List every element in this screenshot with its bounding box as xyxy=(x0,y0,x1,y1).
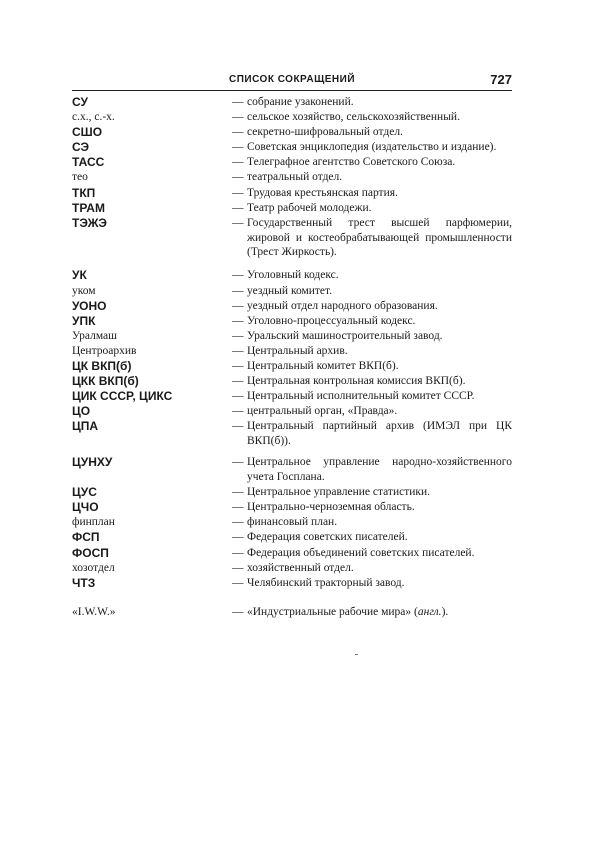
dash-separator: — xyxy=(232,156,244,169)
abbreviation-definition: Театр рабочей молодежи. xyxy=(247,201,372,214)
abbreviation-entry xyxy=(72,170,512,185)
dash-separator: — xyxy=(232,501,244,514)
abbreviation-definition: сельское хозяйство, сельскохозяйственный. xyxy=(247,111,460,124)
section-title: СПИСОК СОКРАЩЕНИЙ xyxy=(228,74,356,85)
abbreviation-definition: Уральский машиностроительный завод. xyxy=(247,329,443,342)
header-rule xyxy=(72,90,512,91)
dash-separator: — xyxy=(232,171,244,184)
dash-separator: — xyxy=(232,329,244,342)
abbreviation-entry xyxy=(72,299,512,314)
print-speck xyxy=(355,654,358,655)
abbreviation-definition: Центральный исполнительный комитет СССР. xyxy=(247,390,475,403)
dash-separator: — xyxy=(232,344,244,357)
abbreviation-definition: Телеграфное агентство Советского Союза. xyxy=(247,156,456,169)
dash-separator: — xyxy=(232,486,244,499)
abbreviation-term: ТКП xyxy=(72,185,96,200)
abbreviation-term: ЦО xyxy=(72,404,91,419)
abbreviation-term: ЧТЗ xyxy=(72,575,96,590)
abbreviation-term: ФОСП xyxy=(72,545,109,560)
abbreviation-definition: уездный комитет. xyxy=(247,284,333,297)
abbreviation-definition: Государственный трест высшей парфюмерии, жировой и костеобрабатывающей промышленности (Трест Жиркость). xyxy=(247,216,512,259)
abbreviation-term: ЦПА xyxy=(72,419,99,434)
abbreviation-term: УПК xyxy=(72,313,96,328)
abbreviation-definition: Федерация советских писателей. xyxy=(247,531,408,544)
abbreviation-entry xyxy=(72,561,512,576)
abbreviation-definition: центральный орган, «Правда». xyxy=(247,405,398,418)
dash-separator: — xyxy=(232,216,244,229)
abbreviation-list xyxy=(72,95,512,620)
abbreviation-definition: секретно-шифровальный отдел. xyxy=(247,126,403,139)
abbreviation-definition: Центральный комитет ВКП(б). xyxy=(247,360,399,372)
abbreviation-entry xyxy=(72,500,512,515)
abbreviation-term: ЦУС xyxy=(72,485,97,500)
abbreviation-entry xyxy=(72,389,512,404)
abbreviation-entry xyxy=(72,140,512,155)
dash-separator: — xyxy=(232,186,244,199)
abbreviation-entry xyxy=(72,530,512,545)
dash-separator: — xyxy=(232,546,244,559)
dash-separator: — xyxy=(232,299,244,312)
abbreviation-entry xyxy=(72,329,512,344)
dash-separator: — xyxy=(232,201,244,214)
abbreviation-term: финплан xyxy=(72,516,115,529)
abbreviation-term: Уралмаш xyxy=(72,329,117,342)
abbreviation-term: тео xyxy=(72,171,88,184)
abbreviation-entry xyxy=(72,284,512,299)
abbreviation-term: СШО xyxy=(72,125,103,140)
abbreviation-term: УК xyxy=(72,268,87,283)
abbreviation-term: ЦУНХУ xyxy=(72,455,113,470)
dash-separator: — xyxy=(232,284,244,297)
dash-separator: — xyxy=(232,605,244,618)
abbreviation-entry xyxy=(72,186,512,201)
abbreviation-entry xyxy=(72,268,512,283)
abbreviation-entry xyxy=(72,344,512,359)
dash-separator: — xyxy=(232,314,244,327)
definition-text: «Индустриальные рабочие мира» xyxy=(247,605,412,618)
dash-separator: — xyxy=(232,561,244,574)
abbreviation-term: с.х., с.-х. xyxy=(72,111,115,124)
running-header xyxy=(72,74,512,88)
abbreviation-term: ТАСС xyxy=(72,155,105,170)
abbreviation-definition: Центральное управление статистики. xyxy=(247,486,431,499)
abbreviation-term: ЦЧО xyxy=(72,500,99,515)
abbreviation-term: Центроархив xyxy=(72,344,137,357)
dash-separator: — xyxy=(232,269,244,282)
dash-separator: — xyxy=(232,141,244,154)
abbreviation-entry xyxy=(72,314,512,329)
abbreviation-entry xyxy=(72,201,512,216)
abbreviation-entry xyxy=(72,216,512,269)
abbreviation-definition: Центральная контрольная комиссия ВКП(б). xyxy=(247,375,466,388)
abbreviation-entry xyxy=(72,485,512,500)
abbreviation-definition: театральный отдел. xyxy=(247,171,343,184)
abbreviation-definition: Уголовный кодекс. xyxy=(247,269,339,282)
abbreviation-term: УОНО xyxy=(72,298,107,313)
abbreviation-definition: Центральный архив. xyxy=(247,344,348,357)
dash-separator: — xyxy=(232,516,244,529)
abbreviation-term: СУ xyxy=(72,95,88,109)
dash-separator: — xyxy=(232,375,244,388)
abbreviation-definition: Центральное управление народно-хозяйственного учета Госплана. xyxy=(247,456,512,484)
abbreviation-entry xyxy=(72,455,512,485)
abbreviation-entry xyxy=(72,515,512,530)
abbreviation-entry xyxy=(72,576,512,605)
abbreviation-entry xyxy=(72,546,512,561)
dash-separator: — xyxy=(232,360,244,372)
dash-separator: — xyxy=(232,111,244,124)
language-note: англ. xyxy=(417,605,442,618)
abbreviation-term: хозотдел xyxy=(72,561,115,574)
abbreviation-definition: «Индустриальные рабочие мира» (англ.). xyxy=(247,605,449,618)
abbreviation-entry xyxy=(72,110,512,125)
dash-separator: — xyxy=(232,576,244,589)
abbreviation-definition: собрание узаконений. xyxy=(247,96,354,108)
page-number: 727 xyxy=(490,72,512,87)
abbreviation-definition: Трудовая крестьянская партия. xyxy=(247,186,398,199)
abbreviation-definition: уездный отдел народного образования. xyxy=(247,299,438,312)
abbreviation-term: «I.W.W.» xyxy=(72,605,116,618)
abbreviation-entry xyxy=(72,95,512,110)
dash-separator: — xyxy=(232,390,244,403)
dash-separator: — xyxy=(232,456,244,469)
dash-separator: — xyxy=(232,96,244,108)
abbreviation-term: ТЭЖЭ xyxy=(72,215,107,230)
abbreviation-entry xyxy=(72,374,512,389)
abbreviation-definition: финансовый план. xyxy=(247,516,338,529)
abbreviation-definition: Уголовно-процессуальный кодекс. xyxy=(247,314,416,327)
abbreviation-definition: Федерация объединений советских писателей. xyxy=(247,546,475,559)
abbreviation-entry xyxy=(72,125,512,140)
dash-separator: — xyxy=(232,126,244,139)
abbreviation-entry xyxy=(72,605,512,620)
abbreviation-entry xyxy=(72,359,512,374)
abbreviation-definition: Центральный партийный архив (ИМЭЛ при ЦК ВКП(б)). xyxy=(247,420,512,448)
abbreviation-term: ФСП xyxy=(72,530,100,545)
abbreviation-term: ТРАМ xyxy=(72,200,105,215)
abbreviation-definition: Центрально-черноземная область. xyxy=(247,501,415,514)
abbreviation-term: уком xyxy=(72,284,96,297)
abbreviation-term: ЦИК СССР, ЦИКС xyxy=(72,389,173,404)
abbreviation-definition: хозяйственный отдел. xyxy=(247,561,354,574)
dash-separator: — xyxy=(232,405,244,418)
abbreviation-definition: Челябинский тракторный завод. xyxy=(247,576,405,589)
abbreviation-term: ЦК ВКП(б) xyxy=(72,359,132,373)
dash-separator: — xyxy=(232,531,244,544)
abbreviation-entry xyxy=(72,419,512,455)
abbreviation-term: ЦКК ВКП(б) xyxy=(72,374,139,389)
abbreviation-term: СЭ xyxy=(72,140,90,155)
dash-separator: — xyxy=(232,420,244,433)
abbreviation-entry xyxy=(72,155,512,170)
abbreviation-definition: Советская энциклопедия (издательство и издание). xyxy=(247,141,497,154)
abbreviation-entry xyxy=(72,404,512,419)
